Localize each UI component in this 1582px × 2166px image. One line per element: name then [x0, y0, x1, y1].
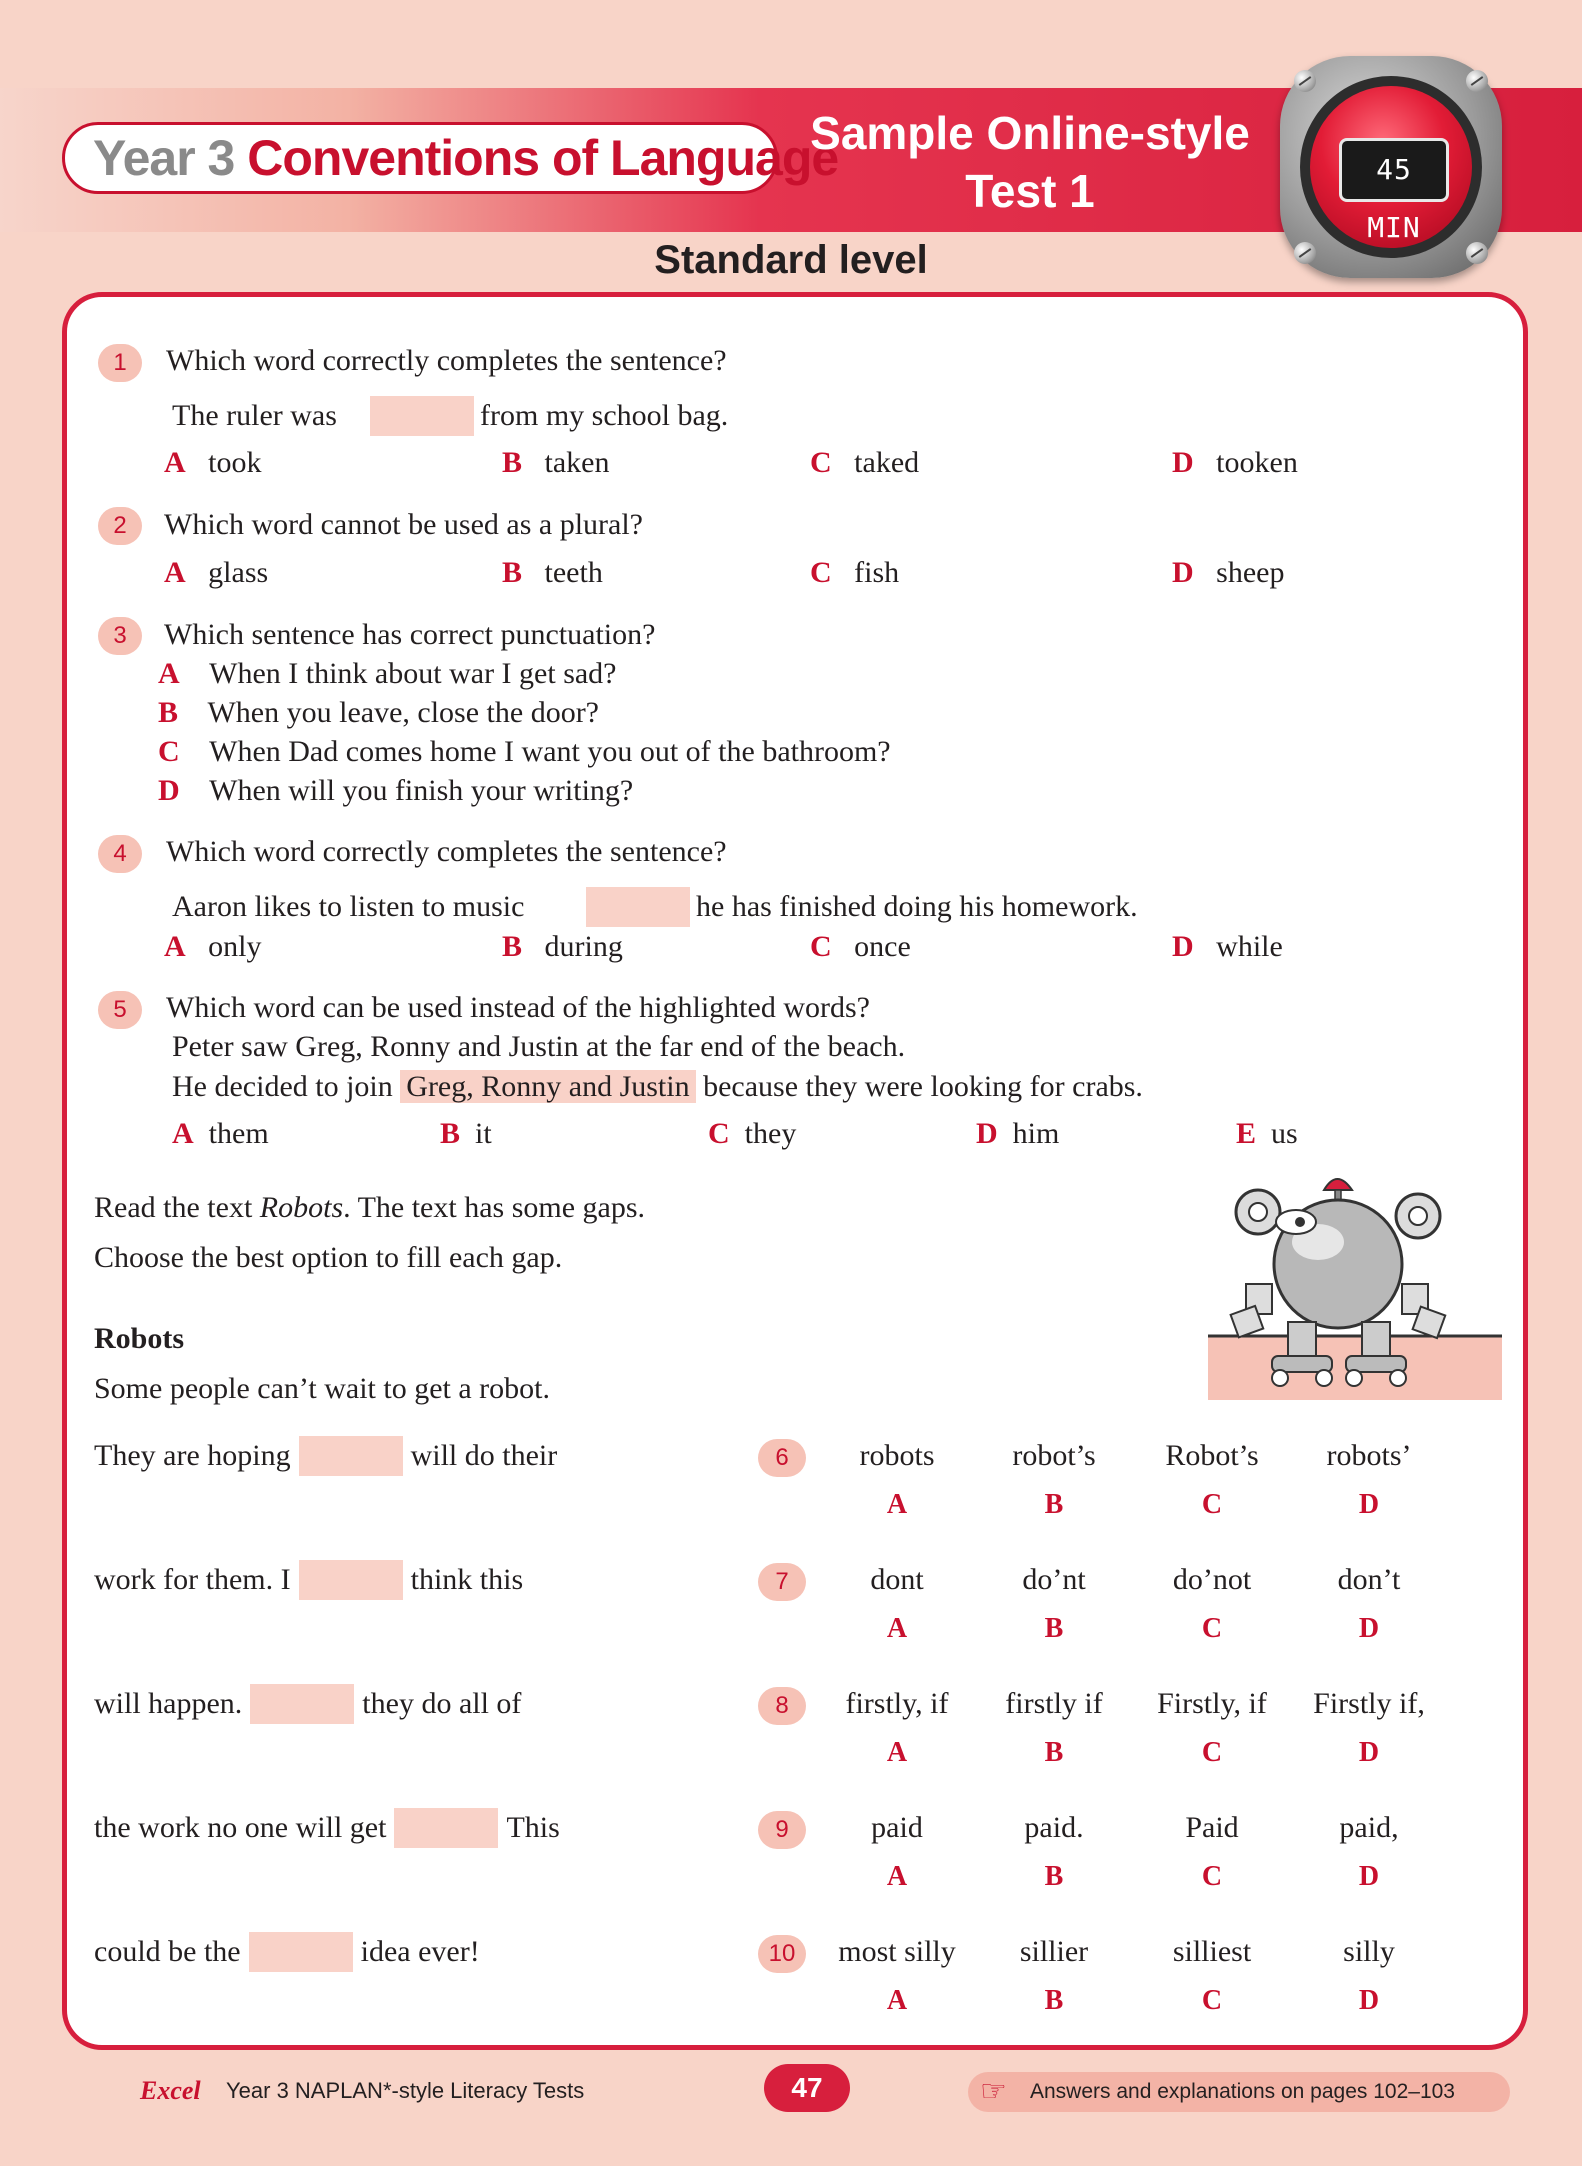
- question-number: 10: [758, 1935, 806, 1973]
- brand-logo: Excel: [140, 2076, 201, 2105]
- option-e[interactable]: E us: [1236, 1117, 1298, 1150]
- cloze-text-before: will happen.: [94, 1687, 243, 1720]
- choice-option[interactable]: silliest: [1172, 1935, 1252, 1968]
- choice-letter: B: [1044, 1737, 1064, 1768]
- answer-gap[interactable]: [370, 396, 474, 436]
- option-b[interactable]: B When you leave, close the door?: [158, 696, 599, 729]
- option-a[interactable]: A took: [164, 446, 262, 479]
- choice-option[interactable]: robots’: [1326, 1439, 1412, 1472]
- choice-option[interactable]: Firstly, if: [1157, 1687, 1267, 1720]
- choice-option[interactable]: paid,: [1339, 1811, 1399, 1844]
- answer-gap[interactable]: [586, 887, 690, 927]
- choice-letter: D: [1358, 1613, 1380, 1644]
- choice-letter: D: [1358, 1985, 1380, 2016]
- reading-instruction: Read the text Robots. The text has some gaps.: [94, 1191, 646, 1224]
- choice-option[interactable]: do’nt: [1022, 1563, 1086, 1596]
- choice-letter: C: [1201, 1613, 1223, 1644]
- question-number: 2: [98, 507, 142, 545]
- cloze-text-before: They are hoping: [94, 1439, 291, 1472]
- choice-option[interactable]: Paid: [1185, 1811, 1239, 1844]
- choice-option[interactable]: firstly, if: [845, 1687, 949, 1720]
- question-number: 6: [758, 1439, 806, 1477]
- sentence-before-gap: Aaron likes to listen to music: [172, 890, 525, 923]
- choice-letter: B: [1044, 1861, 1064, 1892]
- choice-letter: A: [886, 1613, 908, 1644]
- option-a[interactable]: A When I think about war I get sad?: [158, 657, 617, 690]
- question-number: 9: [758, 1811, 806, 1849]
- answers-text: Answers and explanations on pages 102–103: [1030, 2080, 1455, 2103]
- cloze-text-after: This: [506, 1811, 560, 1844]
- option-a[interactable]: A glass: [164, 556, 269, 589]
- choice-letter: A: [886, 1737, 908, 1768]
- pointing-hand-icon: ☞: [980, 2075, 1007, 2108]
- passage-line: He decided to join Greg, Ronny and Justin because they were looking for crabs.: [172, 1070, 1143, 1103]
- page-title: [62, 122, 839, 194]
- choice-letter: A: [886, 1985, 908, 2016]
- choice-option[interactable]: robot’s: [1012, 1439, 1096, 1472]
- question-prompt: Which word can be used instead of the highlighted words?: [166, 991, 870, 1024]
- option-a[interactable]: A only: [164, 930, 262, 963]
- option-c[interactable]: C taked: [810, 446, 920, 479]
- cloze-text-before: could be the: [94, 1935, 241, 1968]
- test-title-line2: Test 1: [965, 165, 1095, 217]
- option-d[interactable]: D tooken: [1172, 446, 1298, 479]
- question-number: 4: [98, 835, 142, 873]
- option-b[interactable]: B teeth: [502, 556, 603, 589]
- answer-gap[interactable]: [250, 1684, 354, 1724]
- choice-letter: B: [1044, 1985, 1064, 2016]
- choice-option[interactable]: most silly: [838, 1935, 956, 1968]
- option-b[interactable]: B taken: [502, 446, 610, 479]
- question-prompt: Which word correctly completes the sentence?: [166, 835, 727, 868]
- choice-option[interactable]: Firstly if,: [1313, 1687, 1425, 1720]
- cloze-text-after: they do all of: [362, 1687, 522, 1720]
- sentence-after-gap: he has finished doing his homework.: [696, 890, 1138, 923]
- cloze-text-after: idea ever!: [360, 1935, 480, 1968]
- question-prompt: Which sentence has correct punctuation?: [164, 618, 656, 651]
- answer-gap[interactable]: [299, 1560, 403, 1600]
- choice-option[interactable]: sillier: [1019, 1935, 1089, 1968]
- choice-letter: B: [1044, 1613, 1064, 1644]
- title-subject: Conventions of Language: [247, 130, 839, 186]
- text-heading: Robots: [94, 1322, 185, 1355]
- option-b[interactable]: B during: [502, 930, 623, 963]
- question-number: 7: [758, 1563, 806, 1601]
- answer-gap[interactable]: [394, 1808, 498, 1848]
- choice-letter: D: [1358, 1861, 1380, 1892]
- choice-option[interactable]: firstly if: [1005, 1687, 1103, 1720]
- screw-icon: [1294, 70, 1316, 92]
- option-c[interactable]: C once: [810, 930, 911, 963]
- choice-option[interactable]: do’not: [1172, 1563, 1252, 1596]
- test-title: [790, 104, 1270, 220]
- choice-option[interactable]: don’t: [1337, 1563, 1401, 1596]
- answer-gap[interactable]: [249, 1932, 353, 1972]
- choice-letter: D: [1358, 1489, 1380, 1520]
- option-d[interactable]: D sheep: [1172, 556, 1285, 589]
- choice-option[interactable]: dont: [870, 1563, 924, 1596]
- choice-option[interactable]: paid: [871, 1811, 923, 1844]
- choice-letter: A: [886, 1861, 908, 1892]
- cloze-text-before: the work no one will get: [94, 1811, 387, 1844]
- page-number: 47: [764, 2064, 850, 2112]
- choice-letter: C: [1201, 1861, 1223, 1892]
- choice-letter: C: [1201, 1985, 1223, 2016]
- choice-letter: D: [1358, 1737, 1380, 1768]
- passage-line: Peter saw Greg, Ronny and Justin at the far end of the beach.: [172, 1030, 906, 1063]
- question-prompt: Which word cannot be used as a plural?: [164, 508, 643, 541]
- question-number: 3: [98, 617, 142, 655]
- choice-option[interactable]: robots: [859, 1439, 935, 1472]
- choice-option[interactable]: silly: [1343, 1935, 1395, 1968]
- screw-icon: [1466, 70, 1488, 92]
- question-number: 1: [98, 344, 142, 382]
- choice-option[interactable]: paid.: [1024, 1811, 1084, 1844]
- choice-letter: C: [1201, 1737, 1223, 1768]
- option-b[interactable]: B it: [440, 1117, 492, 1150]
- cloze-text-before: work for them. I: [94, 1563, 291, 1596]
- book-title: Year 3 NAPLAN*-style Literacy Tests: [226, 2078, 585, 2103]
- answer-gap[interactable]: [299, 1436, 403, 1476]
- option-a[interactable]: A them: [172, 1117, 269, 1150]
- robot-illustration: [1206, 1160, 1504, 1402]
- option-d[interactable]: D him: [976, 1117, 1060, 1150]
- question-number: 8: [758, 1687, 806, 1725]
- question-prompt: Which word correctly completes the sentence?: [166, 344, 727, 377]
- text-intro: Some people can’t wait to get a robot.: [94, 1372, 550, 1405]
- option-c[interactable]: C they: [708, 1117, 797, 1150]
- cloze-text-after: think this: [410, 1563, 524, 1596]
- choice-letter: A: [886, 1489, 908, 1520]
- option-d[interactable]: D When will you finish your writing?: [158, 774, 634, 807]
- choice-letter: B: [1044, 1489, 1064, 1520]
- sentence-before-gap: The ruler was: [172, 399, 337, 432]
- question-number: 5: [98, 991, 142, 1029]
- title-year: Year 3: [93, 130, 235, 186]
- test-title-line1: Sample Online-style: [810, 107, 1250, 159]
- option-d[interactable]: D while: [1172, 930, 1283, 963]
- option-c[interactable]: C fish: [810, 556, 900, 589]
- highlighted-words: Greg, Ronny and Justin: [400, 1070, 695, 1103]
- choice-option[interactable]: Robot’s: [1165, 1439, 1259, 1472]
- cloze-text-after: will do their: [410, 1439, 558, 1472]
- timer-display: 45 MIN: [1339, 138, 1449, 202]
- level-heading: Standard level: [654, 238, 928, 282]
- option-c[interactable]: C When Dad comes home I want you out of the bathroom?: [158, 735, 891, 768]
- choice-letter: C: [1201, 1489, 1223, 1520]
- reading-instruction: Choose the best option to fill each gap.: [94, 1241, 563, 1274]
- sentence-after-gap: from my school bag.: [480, 399, 729, 432]
